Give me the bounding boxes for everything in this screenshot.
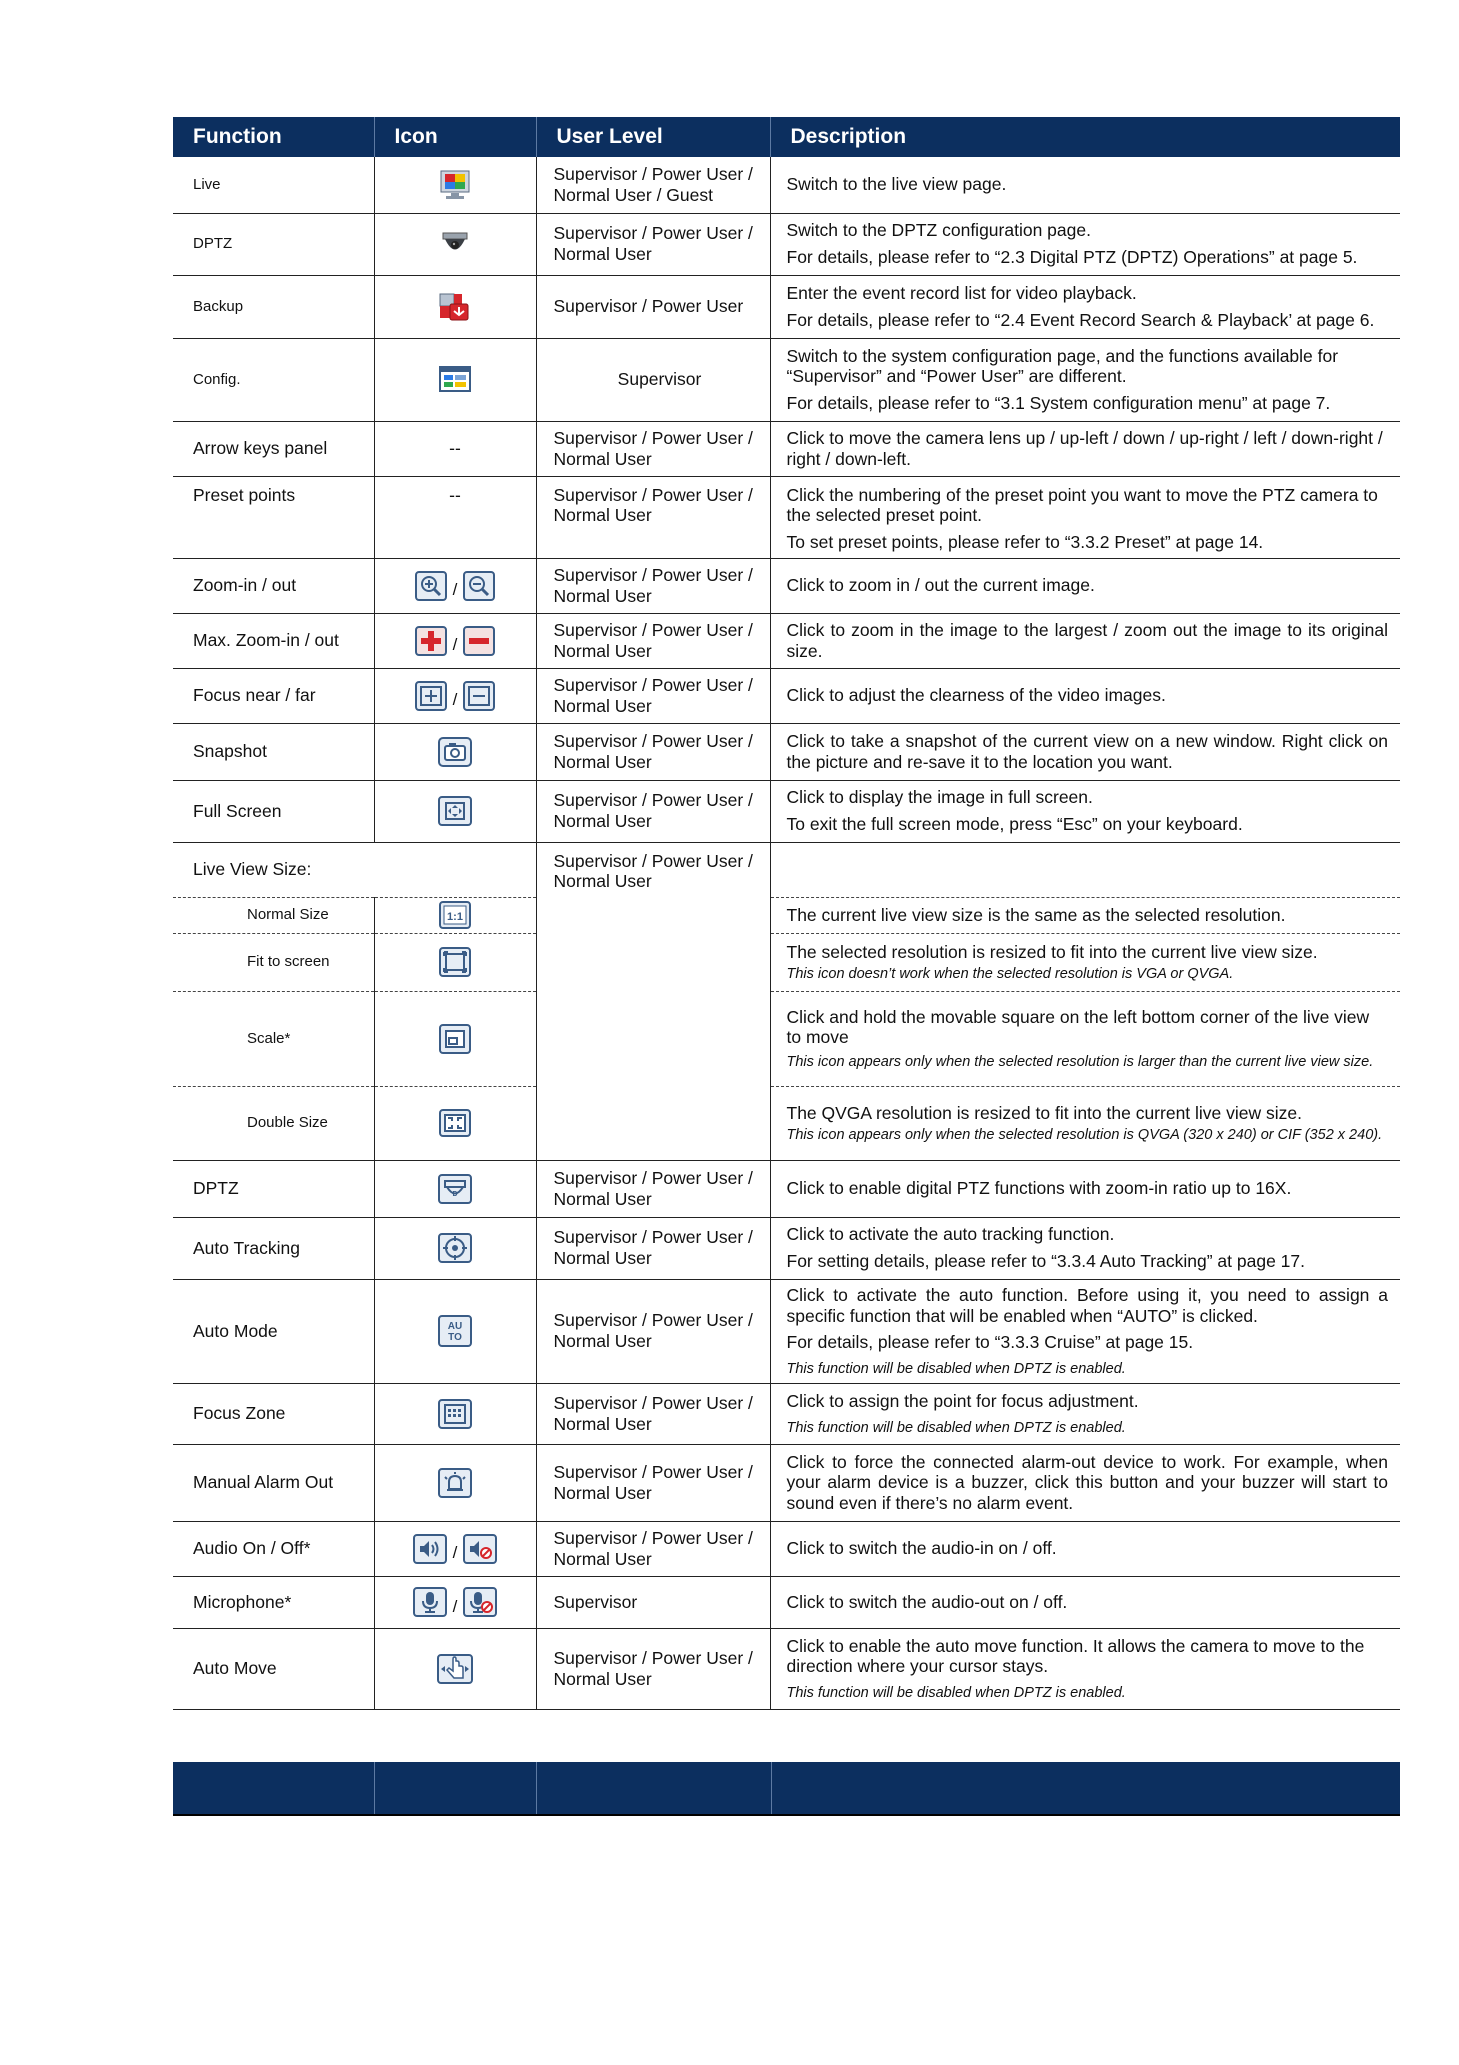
description: Click to enable the auto move function. It allows the camera to move to the direction where your cursor stays. xyxy=(786,1635,1365,1677)
user-level: Supervisor / Power User / Normal User / Guest xyxy=(536,157,770,213)
function-name: Auto Mode xyxy=(173,1279,374,1383)
function-name: Focus near / far xyxy=(173,668,374,723)
user-level: Supervisor / Power User / Normal User xyxy=(536,668,770,723)
table-row xyxy=(173,157,1400,213)
svg-text:TO: TO xyxy=(448,1332,462,1343)
description-note: This function will be disabled when DPTZ is enabled. xyxy=(786,1419,1126,1436)
table-row xyxy=(173,613,1400,668)
description: Click and hold the movable square on the left bottom corner of the live view to move xyxy=(786,1006,1370,1048)
description: Click to zoom in / out the current image. xyxy=(786,575,1095,596)
table-row xyxy=(173,1383,1400,1444)
alarm-out-icon[interactable] xyxy=(438,1468,472,1498)
user-level: Supervisor / Power User / Normal User xyxy=(536,613,770,668)
function-name: Zoom-in / out xyxy=(173,558,374,613)
function-name: Max. Zoom-in / out xyxy=(173,613,374,668)
table-row xyxy=(173,1279,1400,1383)
description: Switch to the system configuration page, and the functions available for “Supervisor” and “Power User” are different. xyxy=(786,345,1339,387)
table-row xyxy=(173,1521,1400,1576)
table-row xyxy=(173,275,1400,338)
description: Click to take a snapshot of the current view on a new window. Right click on the picture and re-save it to the location you want. xyxy=(786,730,1388,772)
max-zoom-out-icon[interactable] xyxy=(463,626,495,656)
table-row xyxy=(173,991,1400,1086)
user-level: Supervisor / Power User / Normal User xyxy=(536,1444,770,1521)
table-row xyxy=(173,723,1400,780)
user-level: Supervisor / Power User / Normal User xyxy=(536,1628,770,1709)
description: Click to adjust the clearness of the video images. xyxy=(786,685,1166,706)
function-name: Manual Alarm Out xyxy=(173,1444,374,1521)
auto-tracking-icon[interactable] xyxy=(438,1233,472,1263)
fit-screen-icon[interactable] xyxy=(439,947,471,977)
table-row xyxy=(173,1217,1400,1279)
table-row xyxy=(173,1444,1400,1521)
function-name: Config. xyxy=(173,338,374,421)
continuation-header-cell xyxy=(536,1762,770,1814)
user-level: Supervisor / Power User / Normal User xyxy=(536,1160,770,1217)
focus-zone-icon[interactable] xyxy=(438,1399,472,1429)
speaker-off-icon[interactable] xyxy=(463,1534,497,1564)
user-level: Supervisor / Power User / Normal User xyxy=(536,476,770,558)
icon-placeholder: -- xyxy=(374,421,536,476)
user-level: Supervisor / Power User / Normal User xyxy=(536,723,770,780)
description: The QVGA resolution is resized to fit into the current live view size. xyxy=(786,1102,1302,1123)
microphone-on-icon[interactable] xyxy=(413,1587,447,1617)
table-row xyxy=(173,1160,1400,1217)
header-function: Function xyxy=(173,117,374,157)
user-level: Supervisor / Power User / Normal User xyxy=(536,558,770,613)
microphone-off-icon[interactable] xyxy=(463,1587,497,1617)
function-name: Auto Move xyxy=(173,1628,374,1709)
continuation-header-bar xyxy=(173,1762,1400,1814)
table-row xyxy=(173,842,1400,897)
description-note: This function will be disabled when DPTZ is enabled. xyxy=(786,1685,1126,1702)
icon-separator: / xyxy=(452,690,458,710)
description: Click to enable digital PTZ functions with zoom-in ratio up to 16X. xyxy=(786,1178,1292,1199)
table-row xyxy=(173,780,1400,842)
icon-separator: / xyxy=(452,1596,458,1616)
description-note: This icon appears only when the selected resolution is QVGA (320 x 240) or CIF (352 x 240). xyxy=(786,1127,1383,1144)
function-name: Arrow keys panel xyxy=(173,421,374,476)
description: Click to switch the audio-in on / off. xyxy=(786,1538,1057,1559)
max-zoom-in-icon[interactable] xyxy=(415,626,447,656)
table-row xyxy=(173,338,1400,421)
function-name: Fit to screen xyxy=(173,933,374,991)
table-row xyxy=(173,213,1400,275)
continuation-header-cell xyxy=(374,1762,537,1814)
function-name: Live xyxy=(173,157,374,213)
focus-far-icon[interactable] xyxy=(463,681,495,711)
user-level: Supervisor / Power User xyxy=(536,275,770,338)
dptz-icon[interactable] xyxy=(438,1174,472,1204)
scale-icon[interactable] xyxy=(439,1024,471,1054)
continuation-header-cell xyxy=(173,1762,374,1814)
svg-text:D: D xyxy=(452,1190,458,1198)
user-level: Supervisor / Power User / Normal User xyxy=(536,213,770,275)
table-row xyxy=(173,668,1400,723)
table-row xyxy=(173,1086,1400,1160)
camera-icon[interactable] xyxy=(438,737,472,767)
description: Switch to the DPTZ configuration page. xyxy=(786,220,1091,241)
config-icon[interactable] xyxy=(438,365,472,395)
function-name: Audio On / Off* xyxy=(173,1521,374,1576)
user-level: Supervisor / Power User / Normal User xyxy=(536,842,770,1160)
description: Click to activate the auto tracking function. xyxy=(786,1224,1115,1245)
description: Click to assign the point for focus adjustment. xyxy=(786,1391,1139,1412)
table-row xyxy=(173,1576,1400,1628)
table-row xyxy=(173,933,1400,991)
description-note: This function will be disabled when DPTZ is enabled. xyxy=(786,1360,1126,1377)
header-icon: Icon xyxy=(374,117,536,157)
speaker-on-icon[interactable] xyxy=(413,1534,447,1564)
function-name: Scale* xyxy=(173,991,374,1086)
user-level: Supervisor / Power User / Normal User xyxy=(536,1383,770,1444)
description: Click to zoom in the image to the largest / zoom out the image to its original size. xyxy=(786,619,1388,661)
description: Switch to the live view page. xyxy=(786,174,1007,195)
description-detail: To exit the full screen mode, press “Esc” on your keyboard. xyxy=(786,814,1243,834)
user-level: Supervisor / Power User / Normal User xyxy=(536,1217,770,1279)
header-user-level: User Level xyxy=(536,117,770,157)
divider xyxy=(173,1814,1400,1816)
description: Enter the event record list for video playback. xyxy=(786,282,1137,303)
table-row xyxy=(173,558,1400,613)
function-name: Microphone* xyxy=(173,1576,374,1628)
description-note: This icon appears only when the selected resolution is larger than the current live view size. xyxy=(786,1054,1374,1071)
svg-text:AU: AU xyxy=(447,1321,463,1332)
description-detail: For details, please refer to “2.4 Event Record Search & Playback’ at page 6. xyxy=(786,309,1375,330)
normal-size-icon[interactable] xyxy=(439,901,471,929)
dome-camera-icon[interactable] xyxy=(439,230,471,258)
table-row xyxy=(173,1628,1400,1709)
description-note: This icon doesn’t work when the selected resolution is VGA or QVGA. xyxy=(786,965,1234,982)
user-level: Supervisor xyxy=(536,1576,770,1628)
function-name: Preset points xyxy=(173,476,374,558)
header-description: Description xyxy=(770,117,1400,157)
function-name: Normal Size xyxy=(173,897,374,933)
table-row xyxy=(173,421,1400,476)
description-detail: For details, please refer to “3.1 System configuration menu” at page 7. xyxy=(786,392,1331,413)
icon-separator: / xyxy=(452,580,458,600)
table-row xyxy=(173,897,1400,933)
continuation-header-cell xyxy=(771,1762,1400,1814)
table-row xyxy=(173,476,1400,558)
user-level: Supervisor / Power User / Normal User xyxy=(536,421,770,476)
description: Click to switch the audio-out on / off. xyxy=(786,1591,1068,1612)
zoom-out-icon[interactable] xyxy=(463,571,495,601)
function-name: Backup xyxy=(173,275,374,338)
description: Click to force the connected alarm-out device to work. For example, when your alarm device is a buzzer, click this button and your buzzer will start to sound even if there’s no alarm event. xyxy=(786,1451,1388,1513)
description: Click to display the image in full screen. xyxy=(786,787,1093,808)
description: Click to activate the auto function. Before using it, you need to assign a specific function that will be enabled when “AUTO” is clicked. xyxy=(786,1284,1388,1326)
backup-icon[interactable] xyxy=(438,292,472,322)
auto-mode-icon[interactable] xyxy=(438,1315,472,1347)
description: Click to move the camera lens up / up-left / down / up-right / left / down-right / right / down-left. xyxy=(786,427,1383,469)
function-name: DPTZ xyxy=(173,1160,374,1217)
icon-placeholder: -- xyxy=(374,476,536,558)
function-name: Focus Zone xyxy=(173,1383,374,1444)
header-row xyxy=(173,117,1400,157)
description-detail: For setting details, please refer to “3.3.4 Auto Tracking” at page 17. xyxy=(786,1251,1305,1271)
user-level: Supervisor / Power User / Normal User xyxy=(536,780,770,842)
description: The selected resolution is resized to fit into the current live view size. xyxy=(786,942,1318,963)
user-level: Supervisor xyxy=(536,338,770,421)
icon-separator: / xyxy=(452,1543,458,1563)
user-level: Supervisor / Power User / Normal User xyxy=(536,1521,770,1576)
double-size-icon[interactable] xyxy=(439,1109,471,1137)
focus-near-icon[interactable] xyxy=(415,681,447,711)
function-name: DPTZ xyxy=(173,213,374,275)
description: The current live view size is the same as the selected resolution. xyxy=(786,904,1286,925)
monitor-icon[interactable] xyxy=(439,170,471,200)
description-detail: For details, please refer to “3.3.3 Cruise” at page 15. xyxy=(786,1332,1194,1353)
user-level: Supervisor / Power User / Normal User xyxy=(536,1279,770,1383)
icon-separator: / xyxy=(452,635,458,655)
normal-size-icon-label: 1:1 xyxy=(447,911,463,923)
function-table xyxy=(173,117,1400,1710)
fullscreen-icon[interactable] xyxy=(438,796,472,826)
description-detail: To set preset points, please refer to “3.3.2 Preset” at page 14. xyxy=(786,531,1264,552)
function-name: Auto Tracking xyxy=(173,1217,374,1279)
function-name: Live View Size: xyxy=(173,842,536,897)
zoom-in-icon[interactable] xyxy=(415,571,447,601)
function-name: Full Screen xyxy=(173,780,374,842)
function-name: Snapshot xyxy=(173,723,374,780)
description-detail: For details, please refer to “2.3 Digital PTZ (DPTZ) Operations” at page 5. xyxy=(786,247,1358,267)
auto-move-icon[interactable] xyxy=(437,1654,473,1684)
description: Click the numbering of the preset point you want to move the PTZ camera to the selected preset point. xyxy=(786,484,1378,526)
function-name: Double Size xyxy=(173,1086,374,1160)
